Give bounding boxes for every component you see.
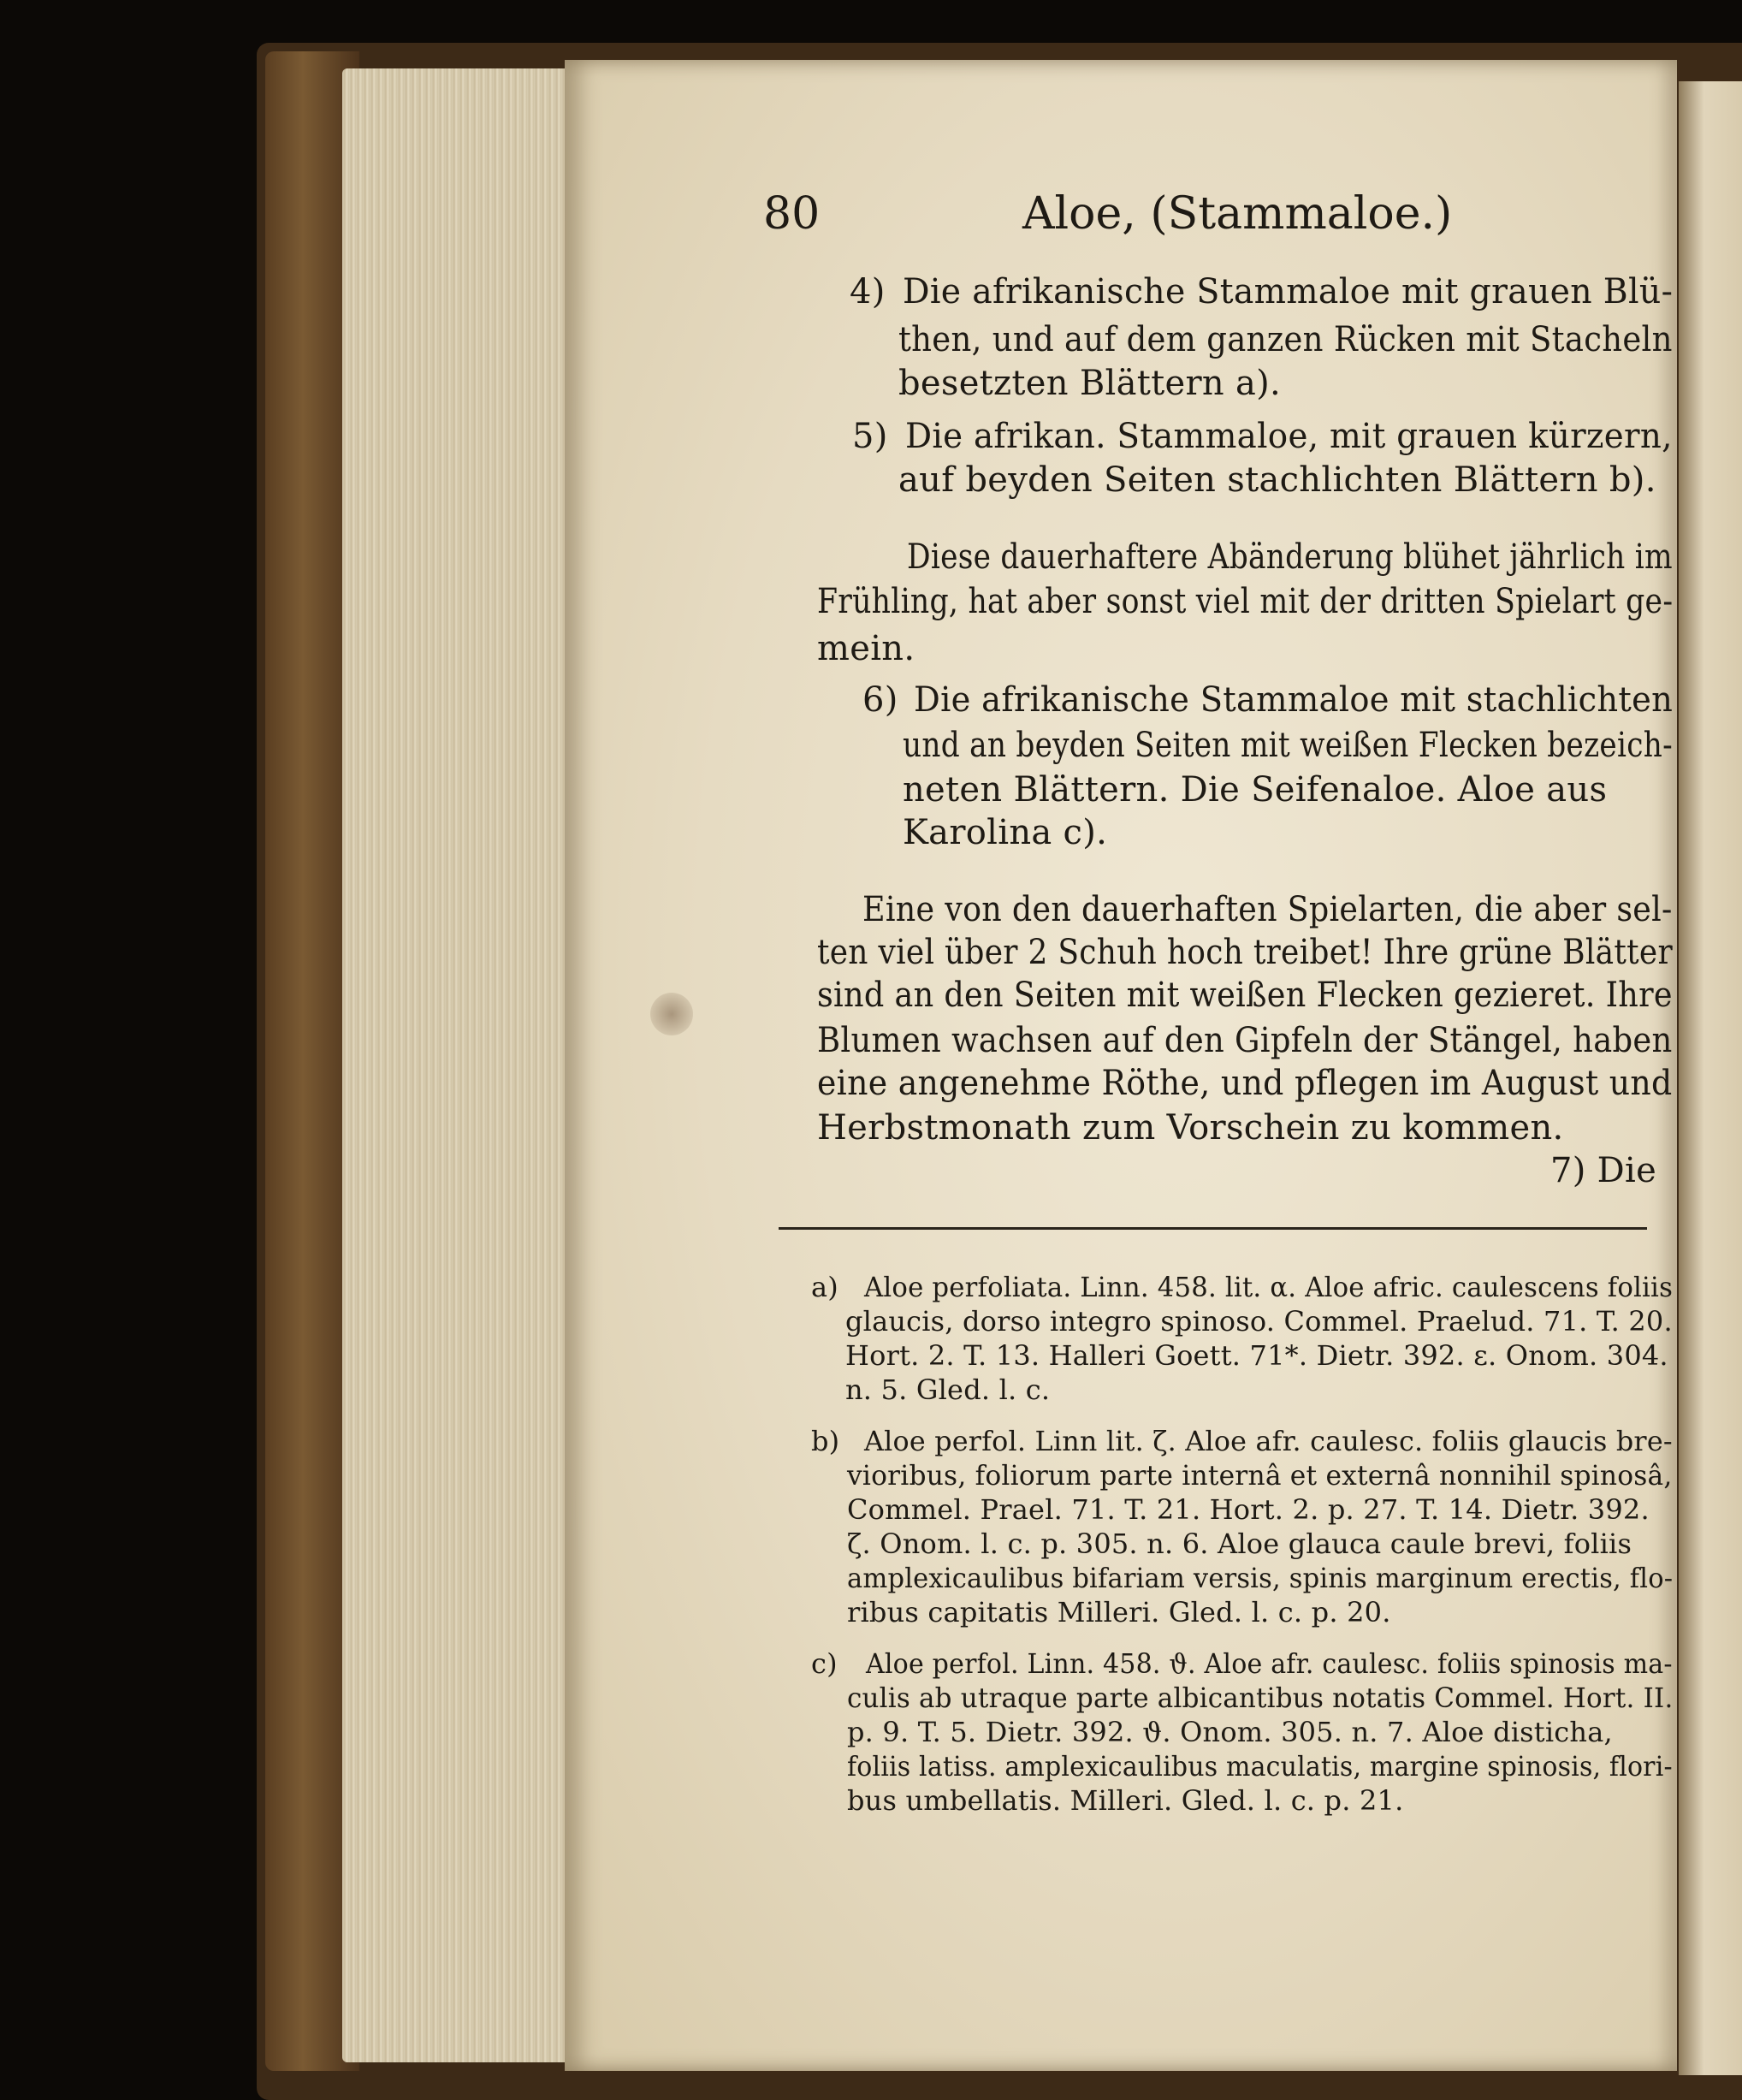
- entry-line: Karolina c).: [903, 813, 1108, 852]
- footnote-line: Commel. Prael. 71. T. 21. Hort. 2. p. 27. T. 14. Dietr. 392.: [847, 1493, 1650, 1526]
- entry-label: 5): [852, 417, 888, 456]
- paragraph-line: Eine von den dauerhaften Spielarten, die aber sel-: [862, 890, 1673, 929]
- running-head: Aloe, (Stammaloe.): [1022, 188, 1453, 240]
- footnote-rule: [779, 1227, 1647, 1230]
- entry-label: 6): [862, 680, 898, 720]
- footnote-line: foliis latiss. amplexicaulibus maculatis, margine spinosis, flori-: [847, 1750, 1673, 1783]
- footnote-line: p. 9. T. 5. Dietr. 392. ϑ. Onom. 305. n. 7. Aloe disticha,: [847, 1716, 1613, 1748]
- paragraph-line: sind an den Seiten mit weißen Flecken gezieret. Ihre: [817, 976, 1673, 1015]
- paragraph-line: ten viel über 2 Schuh hoch treibet! Ihre grüne Blätter: [817, 933, 1673, 972]
- facing-page-edge: [1679, 81, 1742, 2075]
- paragraph-line: Diese dauerhaftere Abänderung blühet jährlich im: [907, 537, 1673, 577]
- footnote-line: vioribus, foliorum parte internâ et externâ nonnihil spinosâ,: [847, 1459, 1673, 1492]
- footnote-line: amplexicaulibus bifariam versis, spinis marginum erectis, flo-: [847, 1562, 1674, 1594]
- footnote-line: Aloe perfoliata. Linn. 458. lit. α. Aloe afric. caulescens foliis: [864, 1271, 1674, 1303]
- footnote-line: glaucis, dorso integro spinoso. Commel. Praelud. 71. T. 20.: [845, 1305, 1673, 1338]
- footnote-line: culis ab utraque parte albicantibus notatis Commel. Hort. II.: [847, 1682, 1674, 1714]
- entry-line: Die afrikan. Stammaloe, mit grauen kürzern,: [905, 417, 1673, 456]
- paragraph-line: Frühling, hat aber sonst viel mit der dritten Spielart ge-: [817, 582, 1674, 621]
- page-stain: [650, 993, 693, 1035]
- footnote-label: c): [811, 1647, 838, 1680]
- entry-line: besetzten Blättern a).: [898, 364, 1282, 403]
- page-number: 80: [763, 188, 821, 240]
- entry-label: 4): [850, 272, 886, 311]
- footnote-label: b): [811, 1425, 840, 1457]
- footnote-line: bus umbellatis. Milleri. Gled. l. c. p. 21.: [847, 1784, 1404, 1817]
- entry-line: auf beyden Seiten stachlichten Blättern b).: [898, 460, 1656, 500]
- paragraph-line: mein.: [817, 629, 915, 668]
- paragraph-line: Blumen wachsen auf den Gipfeln der Stängel, haben: [817, 1021, 1673, 1060]
- paragraph-line: Herbstmonath zum Vorschein zu kommen.: [817, 1108, 1564, 1148]
- footnote-line: ribus capitatis Milleri. Gled. l. c. p. 20.: [847, 1596, 1391, 1628]
- catchword: 7) Die: [1550, 1151, 1657, 1190]
- entry-line: Die afrikanische Stammaloe mit grauen Blü-: [903, 272, 1674, 311]
- footnote-line: n. 5. Gled. l. c.: [845, 1373, 1051, 1406]
- entry-line: then, und auf dem ganzen Rücken mit Stacheln: [898, 320, 1673, 359]
- entry-line: und an beyden Seiten mit weißen Flecken bezeich-: [903, 726, 1673, 765]
- footnote-label: a): [811, 1271, 838, 1303]
- footnote-line: Aloe perfol. Linn lit. ζ. Aloe afr. caulesc. foliis glaucis bre-: [864, 1425, 1673, 1457]
- page-edges: [342, 68, 573, 2062]
- footnote-line: Aloe perfol. Linn. 458. ϑ. Aloe afr. caulesc. foliis spinosis ma-: [866, 1647, 1673, 1680]
- paragraph-line: eine angenehme Röthe, und pflegen im August und: [817, 1064, 1673, 1103]
- entry-line: neten Blättern. Die Seifenaloe. Aloe aus: [903, 770, 1608, 810]
- footnote-line: ζ. Onom. l. c. p. 305. n. 6. Aloe glauca caule brevi, foliis: [847, 1528, 1632, 1560]
- footnote-line: Hort. 2. T. 13. Halleri Goett. 71*. Dietr. 392. ε. Onom. 304.: [845, 1339, 1668, 1372]
- entry-line: Die afrikanische Stammaloe mit stachlichten: [914, 680, 1674, 720]
